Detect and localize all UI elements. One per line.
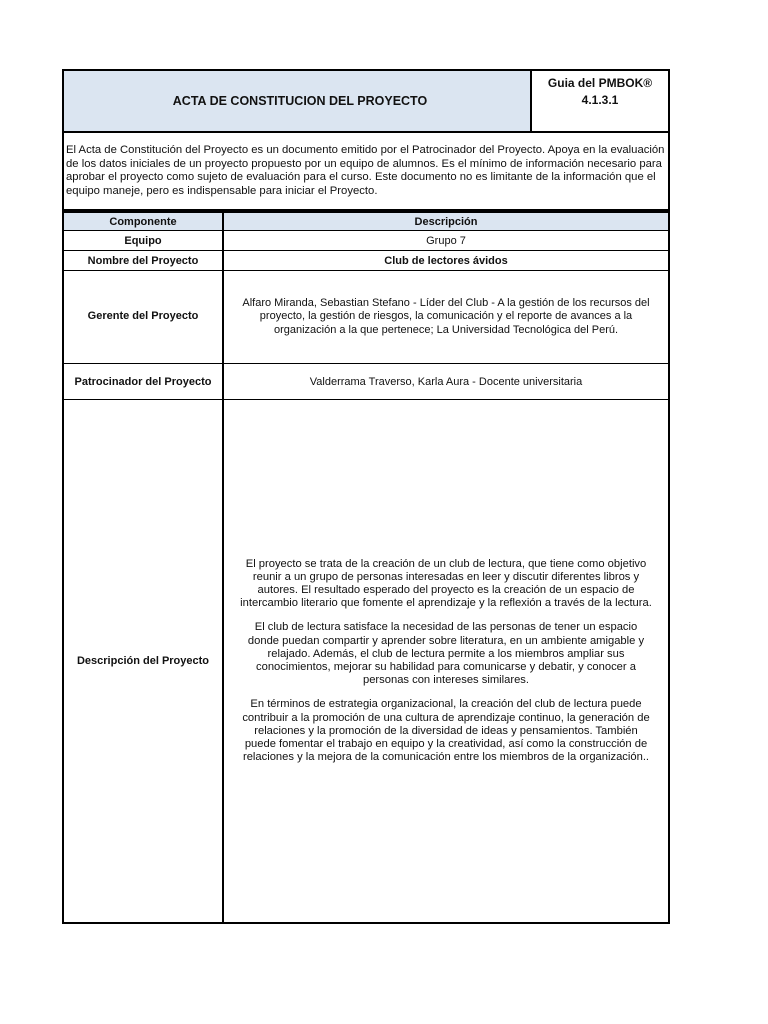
sponsor-label: Patrocinador del Proyecto bbox=[64, 364, 224, 399]
manager-value: Alfaro Miranda, Sebastian Stefano - Líder del Club - A la gestión de los recursos del proyecto, la gestión de riesgos, la comunicación y el reporte de avances a la organización a la que pertenece; La Universidad Tecnológica del Perú. bbox=[242, 296, 650, 336]
document-title: ACTA DE CONSTITUCION DEL PROYECTO bbox=[64, 71, 532, 131]
project-description-value bbox=[224, 400, 668, 922]
pmbok-reference-line1: Guia del PMBOK® bbox=[547, 76, 653, 90]
description-paragraph: El proyecto se trata de la creación de un club de lectura, que tiene como objetivo reunir a un grupo de personas interesadas en leer y discutir diferentes libros y autores. El resultado esperado del proyecto es la creación de un espacio de intercambio literario que fomente el aprendizaje y la reflexión a través de la lectura. bbox=[240, 557, 652, 610]
column-header-description: Descripción bbox=[224, 213, 668, 230]
table-header-row bbox=[64, 211, 668, 231]
project-name-label: Nombre del Proyecto bbox=[64, 251, 224, 270]
description-paragraph: En términos de estrategia organizacional, la creación del club de lectura puede contribuir a la promoción de una cultura de aprendizaje continuo, la generación de relaciones y la promoción de la diversidad de ideas y pensamientos. También puede fomentar el trabajo en equipo y la creatividad, así como la construcción de relaciones y la mejora de la comunicación entre los miembros de la organización.. bbox=[242, 698, 650, 764]
project-name-value: Club de lectores ávidos bbox=[384, 254, 508, 267]
project-description-label: Descripción del Proyecto bbox=[64, 400, 224, 922]
table-row-manager bbox=[64, 271, 668, 364]
project-description-text bbox=[232, 558, 660, 765]
table-row-team bbox=[64, 231, 668, 251]
table-row-project-description bbox=[64, 400, 668, 922]
pmbok-reference-line2: 4.1.3.1 bbox=[581, 93, 619, 107]
pmbok-reference bbox=[532, 71, 668, 131]
table-row-sponsor bbox=[64, 364, 668, 400]
project-charter-form bbox=[62, 69, 670, 924]
team-value: Grupo 7 bbox=[426, 234, 466, 247]
table-row-project-name bbox=[64, 251, 668, 271]
column-header-component: Componente bbox=[64, 213, 224, 230]
sponsor-value: Valderrama Traverso, Karla Aura - Docente universitaria bbox=[309, 375, 583, 388]
description-paragraph: El club de lectura satisface la necesidad de las personas de tener un espacio donde puedan compartir y aprender sobre literatura, en un ambiente amigable y relajado. Además, el club de lectura permite a los miembros ampliar sus conocimientos, mejorar su habilidad para comunicarse y debatir, y conocer a personas con intereses similares. bbox=[247, 621, 645, 687]
charter-header bbox=[64, 71, 668, 133]
manager-label: Gerente del Proyecto bbox=[64, 271, 224, 363]
team-label: Equipo bbox=[64, 231, 224, 250]
intro-paragraph: El Acta de Constitución del Proyecto es un documento emitido por el Patrocinador del Proyecto. Apoya en la evaluación de los datos iniciales de un proyecto propuesto por un equipo de alumnos. Es el mínimo de información necesario para aprobar el proyecto como sujeto de evaluación para el curso. Este documento no es limitante de la información que el equipo maneje, pero es indispensable para iniciar el Proyecto. bbox=[64, 133, 668, 211]
